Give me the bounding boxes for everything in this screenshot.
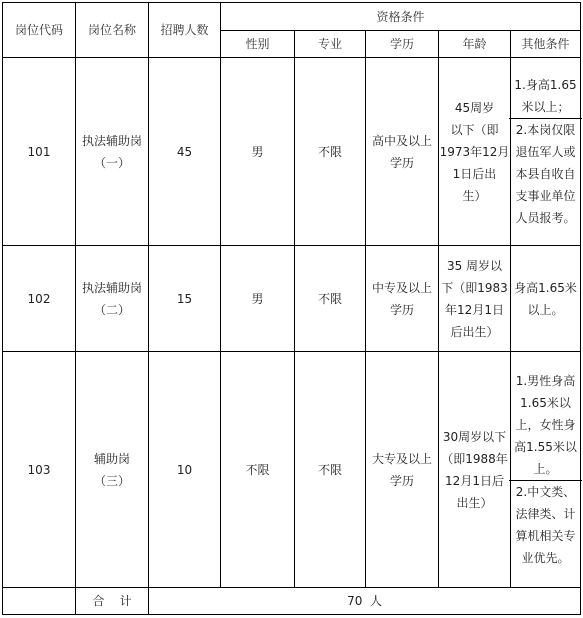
- table-row: [3, 58, 581, 246]
- header-age: 年龄: [439, 31, 511, 58]
- header-other: 其他条件: [511, 31, 581, 58]
- row-age: 30周岁以下 （即1988年 12月1日后 出生）: [439, 352, 511, 588]
- table-row: [3, 352, 581, 588]
- header-code: 岗位代码: [3, 3, 76, 58]
- header-name: 岗位名称: [76, 3, 149, 58]
- row-other: [511, 352, 581, 588]
- row-major: 不限: [295, 352, 366, 588]
- row-age: 35 周岁以 下（即1983 年12月1日 后出生）: [439, 246, 511, 352]
- row-other: [511, 246, 581, 352]
- row-count: 15: [149, 246, 221, 352]
- header-major: 专业: [295, 31, 366, 58]
- row-education: 中专及以上 学历: [366, 246, 439, 352]
- table-row: [3, 246, 581, 352]
- row-count: 10: [149, 352, 221, 588]
- header-count: 招聘人数: [149, 3, 221, 58]
- row-education: 大专及以上 学历: [366, 352, 439, 588]
- other-item: 2.本岗仅限 退伍军人或 本县自收自 支事业单位 人员报考。: [515, 123, 576, 225]
- row-code: 102: [3, 246, 76, 352]
- other-item: 身高1.65米 以上。: [514, 280, 577, 317]
- total-blank: [3, 588, 76, 615]
- header-gender: 性别: [221, 31, 295, 58]
- row-code: 101: [3, 58, 76, 246]
- row-code: 103: [3, 352, 76, 588]
- other-item: 2.中文类、 法律类、计 算机相关专 业优先。: [515, 485, 576, 565]
- total-row: [3, 588, 581, 615]
- row-name: 辅助岗 （三）: [76, 352, 149, 588]
- row-major: 不限: [295, 58, 366, 246]
- row-count: 45: [149, 58, 221, 246]
- row-name: 执法辅助岗 （一）: [76, 58, 149, 246]
- row-major: 不限: [295, 246, 366, 352]
- recruitment-table: [2, 2, 581, 615]
- other-item: 1.男性身高 1.65米以 上，女性身 高1.55米以 上。: [514, 374, 577, 476]
- total-label: 合 计: [76, 588, 149, 615]
- row-education: 高中及以上 学历: [366, 58, 439, 246]
- header-education: 学历: [366, 31, 439, 58]
- row-name: 执法辅助岗 （二）: [76, 246, 149, 352]
- row-age: 45周岁 以下（即 1973年12月 1日后出 生）: [439, 58, 511, 246]
- row-other: [511, 58, 581, 246]
- total-value: 70 人: [149, 588, 581, 615]
- other-item: 1.身高1.65 米以上；: [514, 78, 577, 114]
- row-gender: 男: [221, 246, 295, 352]
- row-gender: 不限: [221, 352, 295, 588]
- row-gender: 男: [221, 58, 295, 246]
- header-qualifications: 资格条件: [221, 3, 581, 31]
